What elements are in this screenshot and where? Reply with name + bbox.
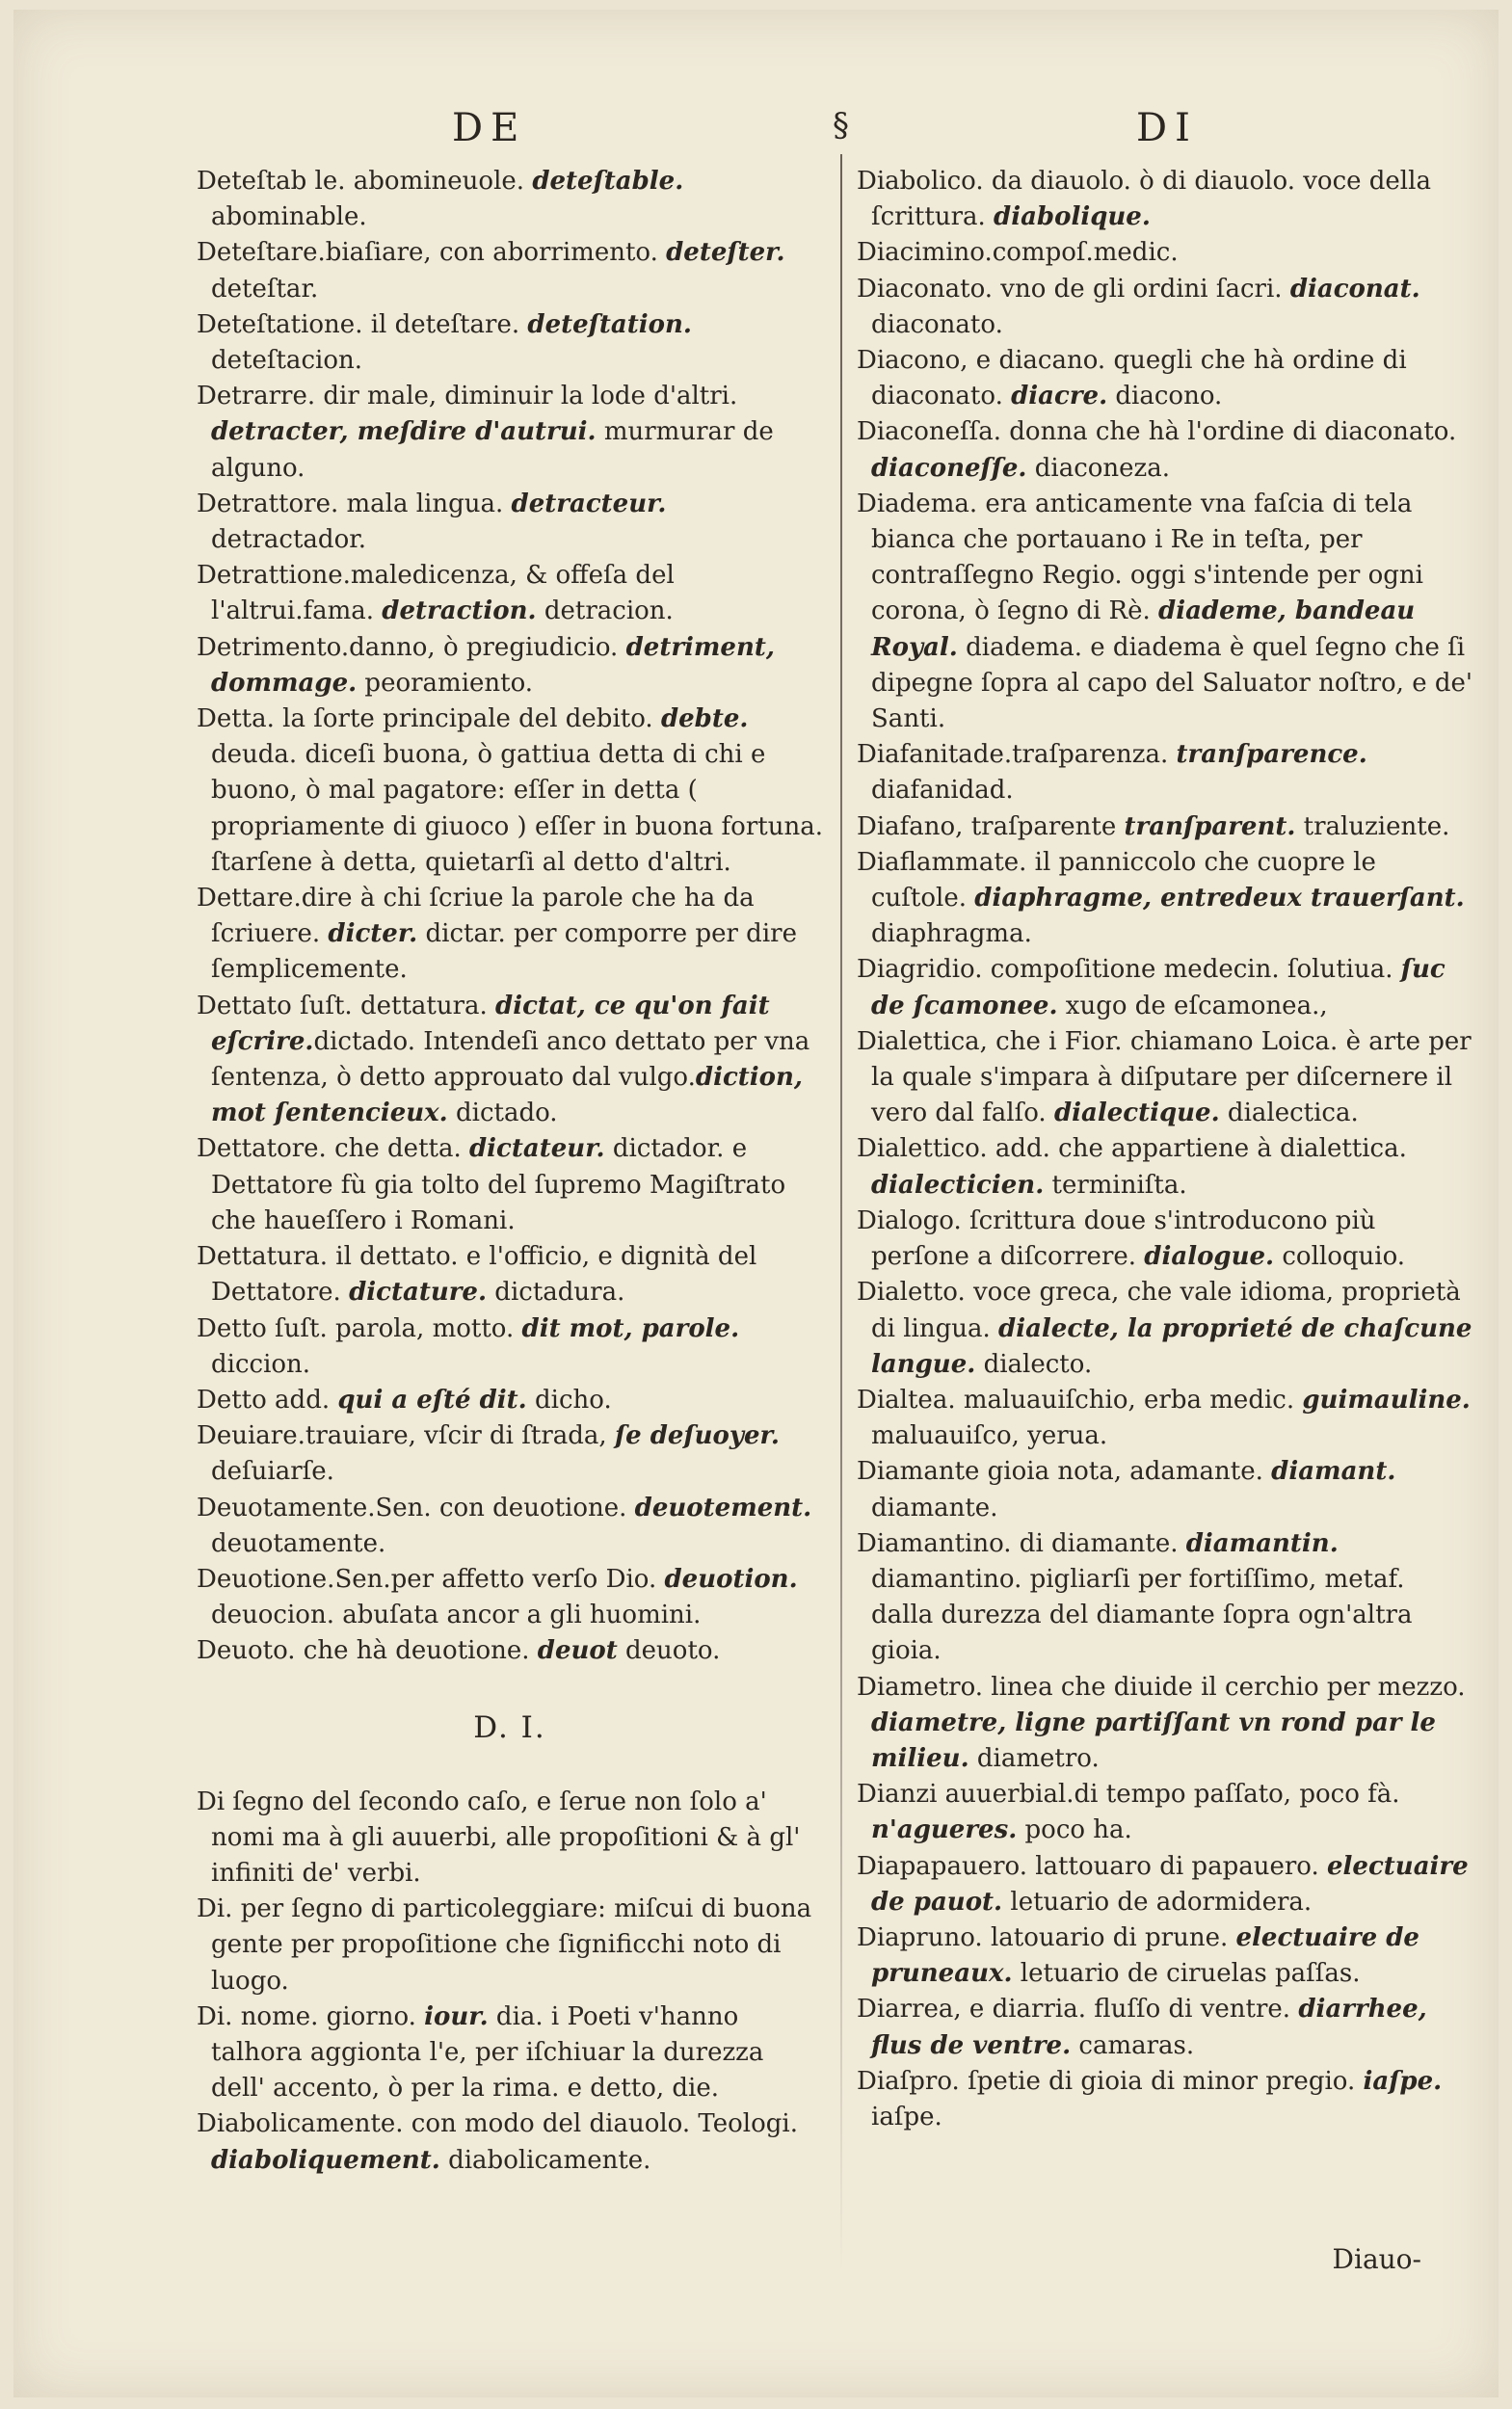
spanish-gloss: dictador. e Dettatore fù gia tolto del ſupremo Magiſtrato che haueſſero i Romani. bbox=[211, 1134, 786, 1235]
headword-definition: Dettatore. che detta. bbox=[197, 1134, 469, 1164]
headword-definition: Diapruno. latouario di prune. bbox=[857, 1922, 1236, 1952]
french-gloss: deuotement. bbox=[634, 1493, 812, 1522]
dictionary-entry bbox=[197, 702, 823, 881]
spanish-gloss: diamantino. pigliarſi per fortiſſimo, metaf. dalla durezza del diamante ſopra ogn'altra gioia. bbox=[871, 1564, 1413, 1666]
dictionary-entry bbox=[197, 1491, 823, 1562]
french-gloss: debte. bbox=[660, 704, 749, 734]
headword-definition: Diagridio. compoſitione medecin. ſolutiua. bbox=[857, 955, 1401, 985]
headword-definition: Dialogo. ſcrittura doue s'introducono più perſone a diſcorrere. bbox=[857, 1205, 1376, 1272]
right-column-header: DI bbox=[1136, 106, 1198, 150]
french-gloss: iaſpe. bbox=[1363, 2066, 1443, 2096]
french-gloss: dicter. bbox=[328, 919, 418, 949]
headword-definition: Deteſtatione. il deteſtare. bbox=[197, 309, 528, 339]
spanish-gloss: dictar. per comporre per dire ſemplicemente. bbox=[211, 919, 797, 985]
headword-definition: Diabolico. da diauolo. ò di diauolo. voce della ſcrittura. bbox=[857, 167, 1431, 232]
headword-definition: Detto add. bbox=[197, 1385, 338, 1415]
headword-definition: Diabolicamente. con modo del diauolo. Teologi. bbox=[197, 2109, 798, 2139]
dictionary-entry bbox=[857, 1454, 1473, 1525]
dictionary-entry bbox=[857, 1383, 1473, 1454]
spanish-gloss: dictadura. bbox=[487, 1278, 625, 1308]
headword-definition: Dialettica, che i Fior. chiamano Loica. è arte per la quale s'impara à diſputare per diſcernere il vero dal falſo. bbox=[857, 1026, 1472, 1128]
dictionary-entry bbox=[197, 989, 823, 1132]
spanish-gloss: diafanidad. bbox=[871, 776, 1014, 806]
french-gloss: detracter, meſdire d'autrui. bbox=[211, 417, 597, 447]
dictionary-entry bbox=[197, 558, 823, 629]
french-gloss: detracteur. bbox=[511, 489, 667, 518]
dictionary-entry bbox=[857, 487, 1473, 737]
french-gloss: guimauline. bbox=[1302, 1385, 1471, 1415]
headword-definition: Dettato ſuſt. dettatura. bbox=[197, 991, 496, 1020]
dictionary-entry bbox=[857, 1670, 1473, 1778]
spanish-gloss: deſuiarſe. bbox=[211, 1457, 334, 1487]
french-gloss: dialectique. bbox=[1053, 1099, 1220, 1128]
spanish-gloss: peoramiento. bbox=[357, 668, 534, 698]
french-gloss: electuaire de pauot. bbox=[871, 1851, 1469, 1917]
dictionary-entry bbox=[857, 1992, 1473, 2063]
headword-definition: Detrarre. dir male, diminuir la lode d'altri. bbox=[197, 382, 738, 411]
french-gloss: deuot bbox=[537, 1636, 618, 1666]
headword-definition: Diadema. era anticamente vna faſcia di tela bianca che portauano i Re in teſta, per contraſſegno Regio. oggi s'intende per ogni corona, ò ſegno di Rè. bbox=[857, 489, 1423, 626]
spanish-gloss: detractador. bbox=[211, 525, 367, 555]
spanish-gloss: diacono. bbox=[1107, 382, 1223, 411]
headword-definition: Deuotamente.Sen. con deuotione. bbox=[197, 1493, 635, 1522]
headword-definition: Deuiare.trauiare, vſcir di ſtrada, bbox=[197, 1421, 615, 1451]
catchword: Diauo- bbox=[1332, 2243, 1421, 2275]
headword-definition: Di. per ſegno di particoleggiare: miſcui di buona gente per propoſitione che ſignificchi noto di luogo. bbox=[197, 1894, 812, 1996]
headword-definition: Deuoto. che hà deuotione. bbox=[197, 1636, 538, 1666]
french-gloss: deteſtable. bbox=[532, 167, 684, 196]
spanish-gloss: deuocion. abuſata ancor a gli huomini. bbox=[211, 1601, 702, 1630]
spanish-gloss: diametro. bbox=[968, 1743, 1100, 1773]
section-heading: D. I. bbox=[473, 1709, 546, 1745]
spanish-gloss: dialectica. bbox=[1219, 1099, 1359, 1128]
spanish-gloss: terminiſta. bbox=[1044, 1170, 1187, 1200]
spanish-gloss: detracion. bbox=[536, 596, 674, 626]
spanish-gloss: deteſtacion. bbox=[211, 346, 362, 376]
spanish-gloss: deuoto. bbox=[617, 1636, 721, 1666]
headword-definition: Detrimento.danno, ò pregiudicio. bbox=[197, 632, 626, 662]
french-gloss: diamant. bbox=[1271, 1457, 1396, 1487]
french-gloss: qui a eſté dit. bbox=[337, 1385, 527, 1415]
headword-definition: Di. nome. giorno. bbox=[197, 2001, 425, 2031]
dictionary-entry bbox=[857, 1526, 1473, 1670]
french-gloss: diamantin. bbox=[1185, 1528, 1339, 1558]
headword-definition: Dettare.dire à chi ſcriue la parole che ha da ſcriuere. bbox=[197, 884, 755, 949]
spanish-gloss: traluziente. bbox=[1295, 811, 1450, 841]
dictionary-entry bbox=[857, 845, 1473, 953]
dictionary-entry bbox=[857, 2064, 1473, 2135]
headword-definition: Diamante gioia nota, adamante. bbox=[857, 1457, 1272, 1487]
spanish-gloss: deteſtar. bbox=[211, 274, 319, 304]
french-gloss: diametre, ligne partiſſant vn rond par le milieu. bbox=[871, 1707, 1436, 1773]
dictionary-entry bbox=[197, 2106, 823, 2178]
french-gloss: dialogue. bbox=[1144, 1242, 1275, 1272]
french-gloss: ſuc de ſcamonee. bbox=[871, 955, 1446, 1020]
spanish-gloss: iaſpe. bbox=[871, 2102, 942, 2131]
french-gloss: n'agueres. bbox=[871, 1815, 1018, 1845]
headword-definition: Diapapauero. lattouaro di papauero. bbox=[857, 1851, 1327, 1881]
french-gloss: deuotion. bbox=[664, 1564, 798, 1594]
spanish-gloss: deuda. diceſi buona, ò gattiua detta di chi e buono, ò mal pagatore: eſſer in detta ( propriamente di giuoco ) eſſer in buona fortuna. ſtarſene à detta, quietarſi al detto d'altri. bbox=[211, 740, 823, 877]
dictionary-entry bbox=[197, 1633, 823, 1669]
dictionary-entry bbox=[857, 737, 1473, 808]
spanish-gloss: dia. i Poeti v'hanno talhora aggionta l'e, per iſchiuar la durezza dell' accento, ò per la rima. e detto, die. bbox=[211, 2001, 764, 2104]
spanish-gloss: letuario de ciruelas paſſas. bbox=[1012, 1959, 1361, 1989]
spanish-gloss: dicho. bbox=[526, 1385, 612, 1415]
spanish-gloss: deuotamente. bbox=[211, 1528, 386, 1558]
french-gloss: electuaire de pruneaux. bbox=[871, 1922, 1419, 1989]
dictionary-entry bbox=[857, 1920, 1473, 1992]
headword-definition: Diamantino. di diamante. bbox=[857, 1528, 1186, 1558]
headword-definition: Detto ſuſt. parola, motto. bbox=[197, 1313, 522, 1343]
entries-de bbox=[197, 164, 823, 1670]
french-gloss: dictateur. bbox=[469, 1134, 605, 1164]
french-gloss: detraction. bbox=[382, 596, 537, 626]
dictionary-entry bbox=[857, 952, 1473, 1023]
page bbox=[13, 10, 1499, 2397]
spanish-gloss: maluauiſco, yerua. bbox=[871, 1421, 1108, 1451]
headword-definition: Diafano, traſparente bbox=[857, 811, 1125, 841]
spanish-gloss: dictado. Intendeſi anco dettato per vna ſentenza, ò detto approuato dal vulgo. bbox=[211, 1026, 810, 1093]
dictionary-entry bbox=[857, 809, 1473, 845]
headword-definition: Diaconeſſa. donna che hà l'ordine di diaconato. bbox=[857, 417, 1457, 447]
headword-definition: Dialettico. add. che appartiene à dialettica. bbox=[857, 1134, 1407, 1164]
dictionary-entry bbox=[197, 379, 823, 487]
spanish-gloss: poco ha. bbox=[1017, 1815, 1132, 1845]
right-column bbox=[857, 164, 1473, 2135]
dictionary-entry bbox=[857, 1777, 1473, 1848]
french-gloss: diademe, bandeau Royal. bbox=[871, 596, 1416, 662]
dictionary-entry bbox=[197, 487, 823, 558]
spanish-gloss: diaconato. bbox=[871, 309, 1003, 339]
spanish-gloss: diaconeza. bbox=[1026, 453, 1171, 483]
french-gloss: ſe deſuoyer. bbox=[614, 1421, 780, 1451]
dictionary-entry bbox=[857, 414, 1473, 486]
spanish-gloss: dialecto. bbox=[975, 1349, 1093, 1379]
headword-definition: Diaflammate. il panniccolo che cuopre le cuſtole. bbox=[857, 847, 1376, 913]
headword-definition: Diaſpro. ſpetie di gioia di minor pregio. bbox=[857, 2066, 1364, 2096]
headword-definition: Diametro. linea che diuide il cerchio per mezzo. bbox=[857, 1672, 1466, 1702]
french-gloss: diaboliquement. bbox=[211, 2145, 440, 2175]
spanish-gloss: diccion. bbox=[211, 1349, 311, 1379]
french-gloss: diaconeſſe. bbox=[871, 453, 1027, 483]
french-gloss: detriment, dommage. bbox=[211, 632, 775, 698]
french-gloss: dialecte, la proprieté de chaſcune langue. bbox=[871, 1313, 1472, 1379]
dictionary-entry bbox=[857, 1024, 1473, 1132]
dictionary-entry bbox=[197, 307, 823, 379]
spanish-gloss: abominable. bbox=[211, 202, 367, 232]
dictionary-entry bbox=[197, 1562, 823, 1633]
dictionary-entry bbox=[197, 1383, 823, 1418]
french-gloss: iour. bbox=[424, 2001, 489, 2031]
headword-definition: Deteſtare.biaſiare, con aborrimento. bbox=[197, 238, 667, 268]
french-gloss: tranſparent. bbox=[1124, 811, 1296, 841]
left-column bbox=[197, 164, 823, 2179]
headword-definition: Detta. la ſorte principale del debito. bbox=[197, 704, 661, 734]
french-gloss: dictat, ce qu'on fait eſcrire. bbox=[211, 991, 770, 1056]
headword-definition: Dettatura. il dettato. e l'officio, e dignità del Dettatore. bbox=[197, 1242, 757, 1308]
dictionary-entry bbox=[857, 1131, 1473, 1203]
dictionary-entry bbox=[857, 164, 1473, 235]
headword-definition: Diacono, e diacano. quegli che hà ordine di diaconato. bbox=[857, 346, 1407, 411]
dictionary-entry bbox=[197, 1311, 823, 1383]
dictionary-entry bbox=[857, 343, 1473, 414]
page-mark: § bbox=[833, 106, 849, 145]
spanish-gloss: dictado. bbox=[447, 1099, 558, 1128]
headword-definition: Dialetto. voce greca, che vale idioma, proprietà di lingua. bbox=[857, 1278, 1461, 1343]
dictionary-entry bbox=[857, 272, 1473, 343]
dictionary-entry bbox=[197, 1131, 823, 1239]
dictionary-entry bbox=[857, 1849, 1473, 1920]
french-gloss: diabolique. bbox=[994, 202, 1151, 232]
spanish-gloss: murmurar de alguno. bbox=[211, 417, 774, 483]
french-gloss: diacre. bbox=[1011, 382, 1108, 411]
dictionary-entry bbox=[197, 630, 823, 702]
dictionary-entry bbox=[197, 1239, 823, 1310]
dictionary-entry bbox=[197, 881, 823, 989]
french-gloss: deteſter. bbox=[666, 238, 785, 268]
headword-definition: Di ſegno del ſecondo caſo, e ſerue non ſolo a' nomi ma à gli auuerbi, alle propoſitioni & à gl' infiniti de' verbi. bbox=[197, 1787, 801, 1888]
spanish-gloss: xugo de eſcamonea., bbox=[1057, 991, 1328, 1020]
french-gloss: diarrhee, flus de ventre. bbox=[871, 1995, 1427, 2060]
spanish-gloss: letuario de adormidera. bbox=[1002, 1887, 1313, 1917]
spanish-gloss: diaphragma. bbox=[871, 919, 1032, 949]
column-divider bbox=[840, 154, 842, 2274]
dictionary-entry bbox=[857, 1204, 1473, 1275]
spanish-gloss: camaras. bbox=[1071, 2030, 1195, 2060]
dictionary-entry bbox=[857, 1275, 1473, 1383]
french-gloss: tranſparence. bbox=[1176, 740, 1367, 770]
dictionary-entry bbox=[857, 235, 1473, 271]
headword-definition: Deteſtab le. abomineuole. bbox=[197, 167, 533, 196]
left-column-header: DE bbox=[452, 106, 527, 150]
spanish-gloss: diabolicamente. bbox=[439, 2145, 651, 2175]
french-gloss: dictature. bbox=[349, 1278, 488, 1308]
headword-definition: Deuotione.Sen.per affetto verſo Dio. bbox=[197, 1564, 665, 1594]
french-gloss: diction, mot ſentencieux. bbox=[211, 1063, 803, 1128]
spanish-gloss: colloquio. bbox=[1274, 1242, 1406, 1272]
dictionary-entry bbox=[197, 1892, 823, 1999]
headword-definition: Diafanitade.traſparenza. bbox=[857, 740, 1177, 770]
headword-definition: Dialtea. maluauiſchio, erba medic. bbox=[857, 1385, 1303, 1415]
french-gloss: dit mot, parole. bbox=[521, 1313, 740, 1343]
french-gloss: diaphragme, entredeux trauerſant. bbox=[974, 884, 1465, 913]
headword-definition: Dianzi auuerbial.di tempo paſſato, poco fà. bbox=[857, 1780, 1400, 1810]
dictionary-entry bbox=[197, 1999, 823, 2107]
spanish-gloss: diamante. bbox=[871, 1493, 998, 1522]
french-gloss: deteſtation. bbox=[527, 309, 692, 339]
dictionary-entry bbox=[197, 235, 823, 306]
entries-di bbox=[197, 1785, 823, 2179]
french-gloss: diaconat. bbox=[1289, 274, 1420, 304]
headword-definition: Detrattione.maledicenza, & offeſa del l'altrui.fama. bbox=[197, 561, 675, 626]
headword-definition: Diarrea, e diarria. fluſſo di ventre. bbox=[857, 1995, 1299, 2025]
french-gloss: dialecticien. bbox=[871, 1170, 1045, 1200]
headword-definition: Diacimino.compoſ.medic. bbox=[857, 238, 1179, 268]
headword-definition: Detrattore. mala lingua. bbox=[197, 489, 512, 518]
dictionary-entry bbox=[197, 164, 823, 235]
dictionary-entry bbox=[197, 1418, 823, 1490]
dictionary-entry bbox=[197, 1785, 823, 1893]
spanish-gloss: diadema. e diadema è quel ſegno che ſi dipegne ſopra al capo del Saluator noſtro, e de' Santi. bbox=[871, 632, 1473, 734]
entries-di-continued bbox=[857, 164, 1473, 2135]
headword-definition: Diaconato. vno de gli ordini ſacri. bbox=[857, 274, 1290, 304]
